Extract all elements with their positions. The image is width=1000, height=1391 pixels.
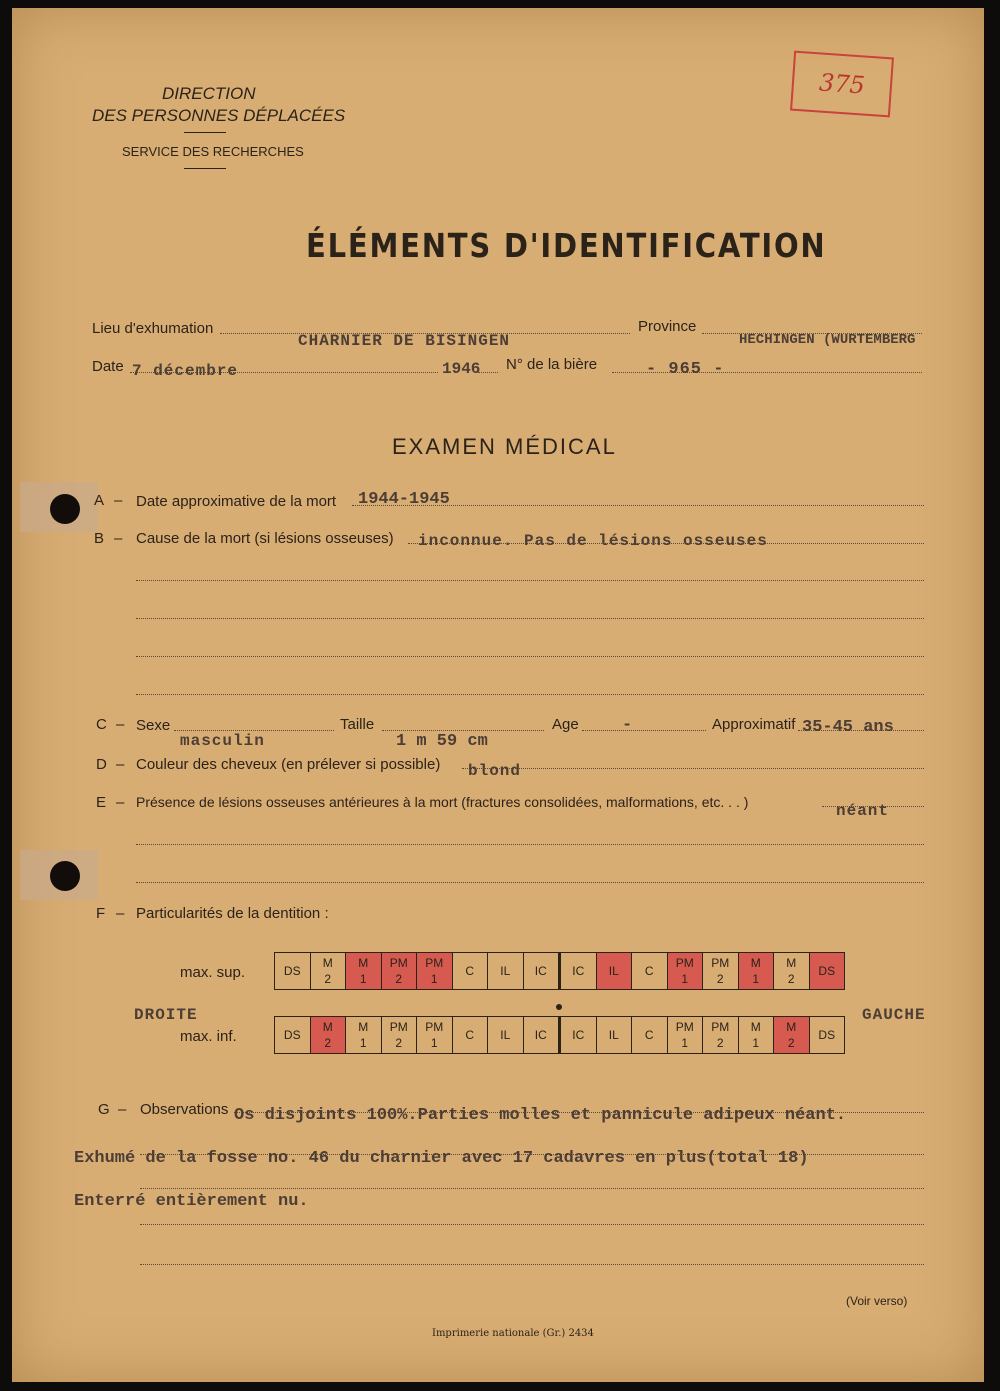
lower-tooth-cell <box>523 1017 560 1054</box>
lower-tooth-number: 1 <box>430 1036 438 1050</box>
lower-tooth-cell <box>560 1017 597 1054</box>
upper-tooth-number: 1 <box>430 972 438 986</box>
field-b-line-5 <box>136 694 924 695</box>
upper-tooth-number: 2 <box>716 972 724 986</box>
field-b-label: Cause de la mort (si lésions osseuses) <box>136 530 394 547</box>
punch-hole-top <box>50 494 80 524</box>
age-label: Age <box>552 716 579 733</box>
field-a-dash: – <box>114 492 123 509</box>
lower-tooth-cell <box>452 1017 488 1054</box>
field-g-label: Observations <box>140 1101 229 1118</box>
upper-tooth-number: 2 <box>787 972 795 986</box>
sexe-dotted-line <box>174 730 334 731</box>
upper-tooth-label: DS <box>283 964 301 978</box>
upper-tooth-label: PM <box>675 956 694 970</box>
lower-tooth-number: 2 <box>395 1036 403 1050</box>
max-sup-label: max. sup. <box>180 964 246 981</box>
taille-dotted-line <box>382 730 544 731</box>
header-service: SERVICE DES RECHERCHES <box>122 144 304 159</box>
date-label: Date <box>92 358 124 375</box>
header-divider-2 <box>184 168 226 169</box>
upper-tooth-label: IC <box>572 964 585 978</box>
biere-label: N° de la bière <box>506 356 598 373</box>
approximatif-value: 35-45 ans <box>802 718 894 737</box>
voir-verso: (Voir verso) <box>846 1294 908 1308</box>
lower-tooth-cell <box>596 1017 632 1054</box>
midline-dot <box>556 1004 562 1010</box>
lower-tooth-cell <box>310 1017 346 1054</box>
lower-tooth-cell <box>703 1017 739 1054</box>
lower-tooth-number: 2 <box>787 1036 795 1050</box>
upper-tooth-label: C <box>644 964 654 978</box>
upper-tooth-label: M <box>750 956 761 970</box>
field-d-label: Couleur des cheveux (en prélever si possible) <box>136 756 441 773</box>
age-value: - <box>622 716 634 735</box>
field-g-dash: – <box>118 1101 127 1118</box>
field-b-letter: B <box>94 530 105 547</box>
upper-tooth-label: PM <box>711 956 730 970</box>
section-title: EXAMEN MÉDICAL <box>392 434 617 459</box>
lower-tooth-label: DS <box>818 1028 836 1042</box>
lower-teeth-chart <box>274 1016 845 1054</box>
lower-tooth-label: C <box>644 1028 654 1042</box>
observations-line-3: Enterré entièrement nu. <box>74 1192 309 1211</box>
field-b-dash: – <box>114 530 123 547</box>
sexe-value: masculin <box>180 732 265 750</box>
lower-tooth-number: 1 <box>359 1036 367 1050</box>
field-e-letter: E <box>96 794 107 811</box>
taille-value: 1 m 59 cm <box>396 732 488 751</box>
field-c-letter: C <box>96 716 107 733</box>
identification-form <box>12 8 984 1382</box>
lower-tooth-label: IC <box>534 1028 547 1042</box>
upper-tooth-label: C <box>465 964 475 978</box>
lower-tooth-label: PM <box>675 1020 694 1034</box>
lower-tooth-cell <box>667 1017 703 1054</box>
lower-tooth-cell <box>488 1017 524 1054</box>
upper-tooth-number: 2 <box>324 972 332 986</box>
imprimerie-line: Imprimerie nationale (Gr.) 2434 <box>432 1328 594 1339</box>
upper-tooth-cell <box>667 953 703 990</box>
upper-tooth-cell <box>560 953 597 990</box>
lower-tooth-cell <box>738 1017 774 1054</box>
field-d-dotted-line <box>462 768 924 769</box>
upper-tooth-cell <box>488 953 524 990</box>
lower-tooth-number: 1 <box>681 1036 689 1050</box>
lower-tooth-label: IL <box>500 1028 511 1042</box>
field-e-dash: – <box>116 794 125 811</box>
upper-tooth-number: 1 <box>681 972 689 986</box>
lower-tooth-label: PM <box>711 1020 730 1034</box>
field-e-value: néant <box>836 802 890 820</box>
upper-tooth-label: IL <box>608 964 619 978</box>
upper-tooth-cell <box>417 953 453 990</box>
field-d-dash: – <box>116 756 125 773</box>
lower-tooth-cell <box>774 1017 810 1054</box>
lieu-value: CHARNIER DE BISINGEN <box>298 332 511 350</box>
lower-tooth-cell <box>346 1017 382 1054</box>
lower-tooth-cell <box>381 1017 417 1054</box>
header-direction-line2: DES PERSONNES DÉPLACÉES <box>92 106 346 125</box>
header-divider <box>184 132 226 133</box>
lower-tooth-label: PM <box>425 1020 444 1034</box>
upper-tooth-label: PM <box>425 956 444 970</box>
lower-tooth-cell <box>809 1017 845 1054</box>
field-g-line-5 <box>140 1264 924 1265</box>
lower-tooth-label: IC <box>572 1028 585 1042</box>
upper-tooth-cell <box>310 953 346 990</box>
upper-tooth-cell <box>381 953 417 990</box>
gauche-label: GAUCHE <box>862 1006 926 1024</box>
upper-tooth-cell <box>738 953 774 990</box>
upper-tooth-cell <box>703 953 739 990</box>
lower-tooth-number: 2 <box>324 1036 332 1050</box>
field-e-line-3 <box>136 882 924 883</box>
upper-teeth-chart <box>274 952 845 990</box>
field-a-value: 1944-1945 <box>358 490 450 509</box>
lower-tooth-cell <box>417 1017 453 1054</box>
lower-tooth-label: PM <box>389 1020 408 1034</box>
year-dotted-line <box>478 372 498 373</box>
upper-tooth-number: 2 <box>395 972 403 986</box>
sexe-label: Sexe <box>136 717 171 734</box>
year-value: 1946 <box>442 360 481 378</box>
upper-tooth-cell <box>346 953 382 990</box>
upper-tooth-label: M <box>358 956 369 970</box>
upper-tooth-label: M <box>322 956 333 970</box>
field-b-line-2 <box>136 580 924 581</box>
lower-tooth-number: 1 <box>752 1036 760 1050</box>
field-f-dash: – <box>116 905 125 922</box>
upper-tooth-cell <box>275 953 311 990</box>
observations-line-1: Os disjoints 100%.Parties molles et pannicule adipeux néant. <box>234 1106 847 1125</box>
field-e-label: Présence de lésions osseuses antérieures à la mort (fractures consolidées, malformations, etc. . . ) <box>136 794 749 810</box>
field-b-line-4 <box>136 656 924 657</box>
lower-tooth-cell <box>632 1017 668 1054</box>
taille-label: Taille <box>340 716 375 733</box>
field-f-letter: F <box>96 905 106 922</box>
upper-tooth-cell <box>774 953 810 990</box>
lower-tooth-label: M <box>786 1020 797 1034</box>
field-d-letter: D <box>96 756 107 773</box>
punch-hole-bottom <box>50 861 80 891</box>
field-a-letter: A <box>94 492 105 509</box>
field-e-line-2 <box>136 844 924 845</box>
field-c-dash: – <box>116 716 125 733</box>
header-direction-line1: DIRECTION <box>162 84 256 103</box>
lower-tooth-number: 2 <box>716 1036 724 1050</box>
upper-tooth-number: 1 <box>359 972 367 986</box>
upper-tooth-cell <box>632 953 668 990</box>
observations-line-2: Exhumé de la fosse no. 46 du charnier avec 17 cadavres en plus(total 18) <box>74 1149 809 1168</box>
age-dotted-line <box>582 730 706 731</box>
field-b-value: inconnue. Pas de lésions osseuses <box>418 532 768 550</box>
upper-tooth-cell <box>809 953 845 990</box>
upper-tooth-label: IL <box>500 964 511 978</box>
field-f-label: Particularités de la dentition : <box>136 905 329 922</box>
form-title: ÉLÉMENTS D'IDENTIFICATION <box>306 226 827 265</box>
upper-tooth-label: IC <box>534 964 547 978</box>
droite-label: DROITE <box>134 1006 198 1024</box>
lower-tooth-label: M <box>750 1020 761 1034</box>
lower-tooth-cell <box>275 1017 311 1054</box>
province-value: HECHINGEN (WURTEMBERG <box>739 332 916 348</box>
lower-tooth-label: C <box>465 1028 475 1042</box>
reference-number-stamp: 375 <box>790 51 894 118</box>
upper-tooth-cell <box>452 953 488 990</box>
upper-tooth-label: PM <box>389 956 408 970</box>
upper-tooth-number: 1 <box>752 972 760 986</box>
lower-tooth-label: DS <box>283 1028 301 1042</box>
upper-tooth-cell <box>523 953 560 990</box>
approximatif-label: Approximatif <box>712 716 796 733</box>
field-d-value: blond <box>468 762 522 780</box>
upper-tooth-label: DS <box>818 964 836 978</box>
lower-tooth-label: M <box>358 1020 369 1034</box>
field-a-label: Date approximative de la mort <box>136 493 337 510</box>
lower-tooth-label: IL <box>608 1028 619 1042</box>
upper-tooth-cell <box>596 953 632 990</box>
biere-value: - 965 - <box>646 360 725 379</box>
lower-tooth-label: M <box>322 1020 333 1034</box>
max-inf-label: max. inf. <box>180 1028 237 1045</box>
field-g-letter: G <box>98 1101 110 1118</box>
field-g-line-4 <box>140 1224 924 1225</box>
date-value: 7 décembre <box>132 362 239 380</box>
upper-tooth-label: M <box>786 956 797 970</box>
field-g-line-3 <box>140 1188 924 1189</box>
province-label: Province <box>638 318 697 335</box>
lieu-label: Lieu d'exhumation <box>92 320 214 337</box>
field-b-line-3 <box>136 618 924 619</box>
